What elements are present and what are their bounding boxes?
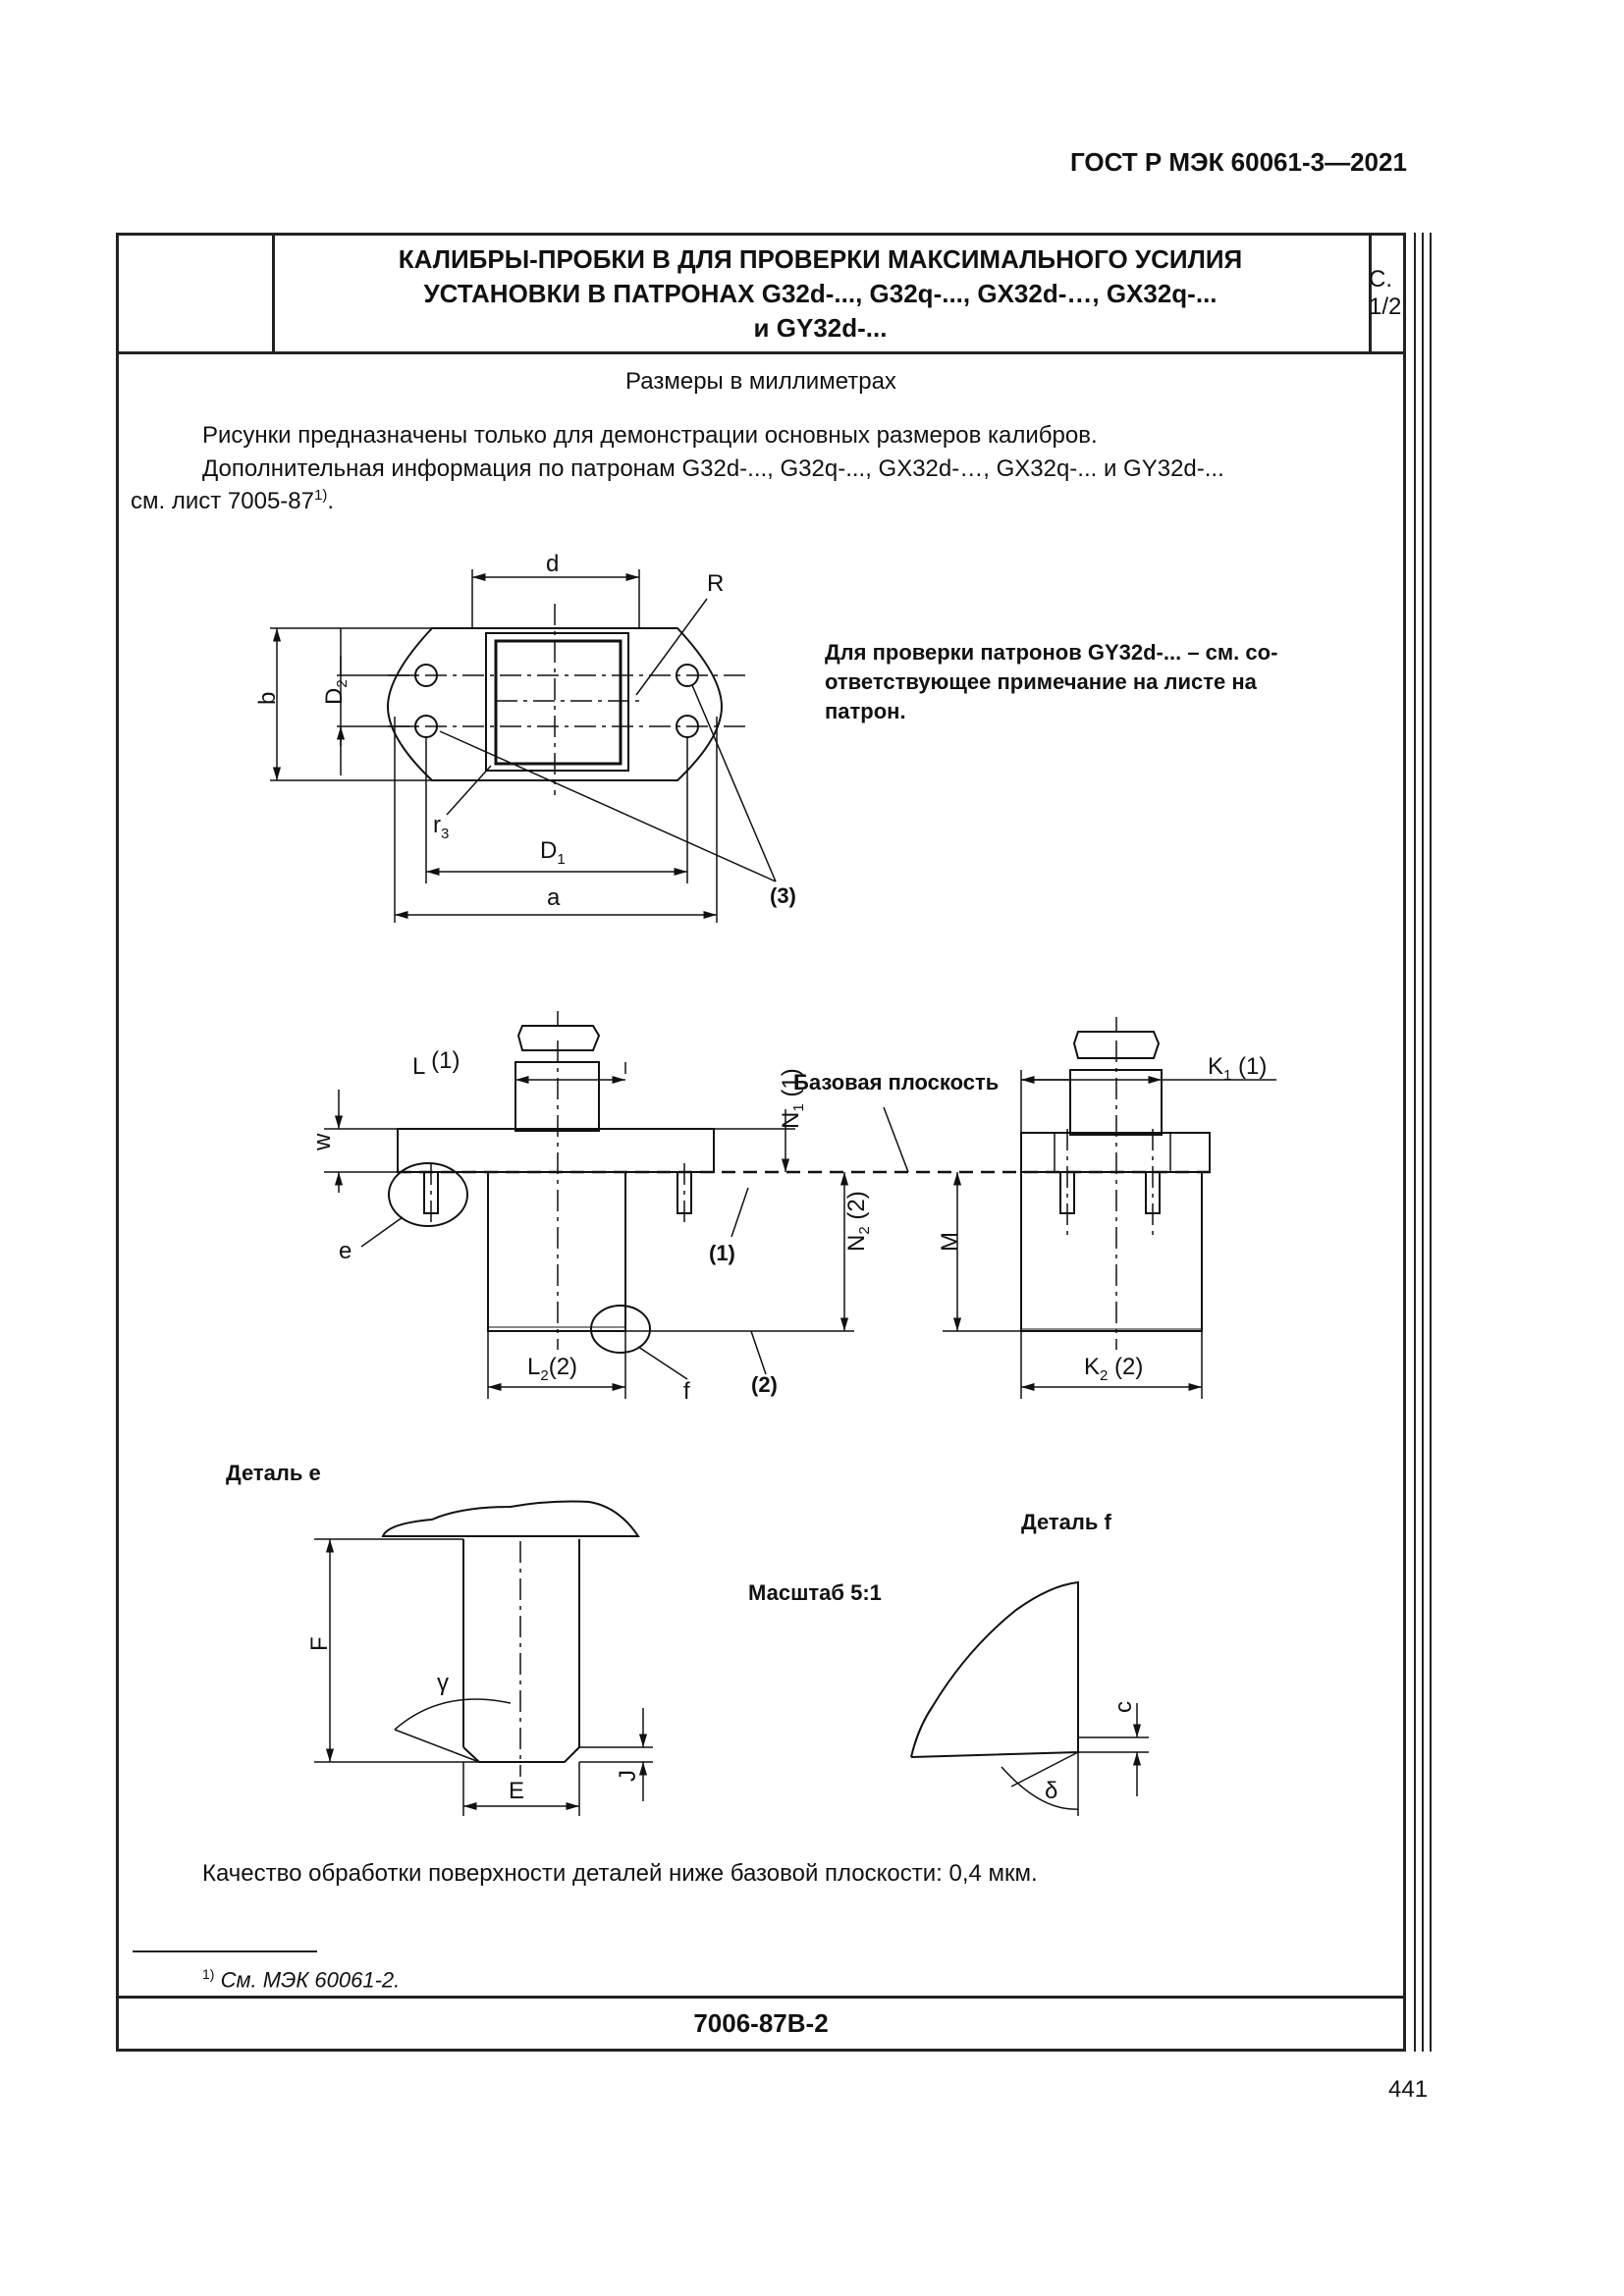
- surface-quality-note: Качество обработки поверхности деталей ниже базовой плоскости: 0,4 мкм.: [202, 1860, 1038, 1887]
- gauge-pin-inner: [496, 641, 621, 764]
- title-line-1: КАЛИБРЫ-ПРОБКИ В ДЛЯ ПРОВЕРКИ МАКСИМАЛЬНОГО УСИЛИЯ: [398, 243, 1243, 274]
- pin-body: [488, 1172, 625, 1331]
- footnote-marker: 1): [313, 487, 328, 504]
- title-line-2: УСТАНОВКИ В ПАТРОНАХ G32d-..., G32q-..., GX32d-…, GX32q-...: [423, 278, 1218, 308]
- label-L2: $L_2(2)$: [527, 1354, 578, 1384]
- label-delta: δ: [1045, 1778, 1058, 1804]
- label-c: c: [1110, 1701, 1137, 1713]
- leader-3a: [440, 731, 776, 881]
- leader-1: [731, 1188, 748, 1237]
- label-d: d: [546, 551, 560, 577]
- label-R: R: [707, 570, 725, 597]
- gy-note-line-2: ответствующее примечание на листе на: [825, 669, 1257, 694]
- label-M: M: [937, 1232, 963, 1252]
- gy-note: [825, 640, 1277, 723]
- body-right: [1021, 1172, 1202, 1331]
- footnote-ref: 1): [202, 1966, 215, 1982]
- sheet-page: С. 1/2: [1369, 266, 1402, 320]
- standard-code: ГОСТ Р МЭК 60061-3—2021: [1070, 147, 1407, 177]
- leader-e: [361, 1217, 403, 1247]
- label-K1: $K_1$ (1): [1208, 1053, 1268, 1084]
- gy-note-line-3: патрон.: [825, 699, 906, 723]
- page-number: 441: [1388, 2076, 1429, 2103]
- label-gamma: γ: [437, 1670, 449, 1696]
- detail-f-circle: [591, 1306, 650, 1353]
- leader-3b: [692, 685, 776, 881]
- detail-e: [314, 1502, 653, 1816]
- label-D2: $D_2$: [321, 679, 351, 705]
- label-e: e: [339, 1238, 352, 1264]
- top-view: [270, 569, 776, 923]
- paragraph-3-end: .: [327, 488, 334, 514]
- detail-e-title: Деталь e: [226, 1461, 321, 1485]
- side-view-labels: [309, 1047, 999, 1405]
- detail-f-profile: [911, 1582, 1078, 1757]
- end-view-labels: [937, 1053, 1267, 1384]
- flange-right: [1021, 1133, 1210, 1172]
- label-w: w: [309, 1133, 336, 1150]
- angle-delta: [1001, 1767, 1078, 1809]
- paragraph-1: Рисунки предназначены только для демонстрации основных размеров калибров.: [202, 422, 1098, 449]
- label-D1: $D_1$: [540, 837, 566, 868]
- paragraph-2: Дополнительная информация по патронам G32d-..., G32q-..., GX32d-…, GX32q-... и GY32d-...: [202, 455, 1224, 482]
- label-J: J: [615, 1770, 641, 1782]
- leader-r3: [447, 766, 491, 815]
- detail-f: [911, 1582, 1149, 1816]
- title-line-3: и GY32d-...: [753, 312, 888, 343]
- gauge-pin-outer: [486, 633, 628, 771]
- angle-gamma: [395, 1699, 511, 1730]
- center-lines: [1067, 1041, 1153, 1350]
- label-ref-2: (2): [751, 1372, 778, 1397]
- label-b: b: [254, 691, 281, 705]
- leader-2: [751, 1331, 766, 1374]
- paragraph-3-text: см. лист 7005-87: [131, 488, 314, 514]
- label-a: a: [547, 884, 561, 911]
- cap: [518, 1026, 599, 1050]
- label-L1: L (1): [412, 1047, 460, 1080]
- units-note: Размеры в миллиметрах: [625, 368, 896, 395]
- label-K2: $K_2$ (2): [1084, 1354, 1144, 1384]
- label-ref-1: (1): [709, 1241, 735, 1265]
- sheet-footer: 7006-87B-2: [119, 1996, 1403, 2049]
- leader-f: [638, 1347, 687, 1379]
- detail-e-section: [383, 1502, 638, 1536]
- gy-note-line-1: Для проверки патронов GY32d-... – см. со-: [825, 640, 1278, 665]
- footnote-text: См. МЭК 60061-2.: [214, 1967, 401, 1993]
- label-ref-3: (3): [770, 883, 796, 908]
- label-E: E: [509, 1778, 525, 1804]
- label-f: f: [683, 1378, 690, 1405]
- label-N1: $N_1$ (1): [778, 1068, 807, 1129]
- label-F: F: [306, 1636, 333, 1651]
- label-r3: $r_3$: [433, 812, 450, 842]
- label-base-plane: Базовая плоскость: [793, 1070, 1000, 1095]
- leader-base-plane: [884, 1107, 908, 1172]
- detail-f-scale: Масштаб 5:1: [748, 1580, 882, 1605]
- detail-f-title: Деталь f: [1021, 1510, 1111, 1534]
- label-N2: $N_2$ (2): [843, 1191, 873, 1252]
- center-lines: [431, 1041, 684, 1350]
